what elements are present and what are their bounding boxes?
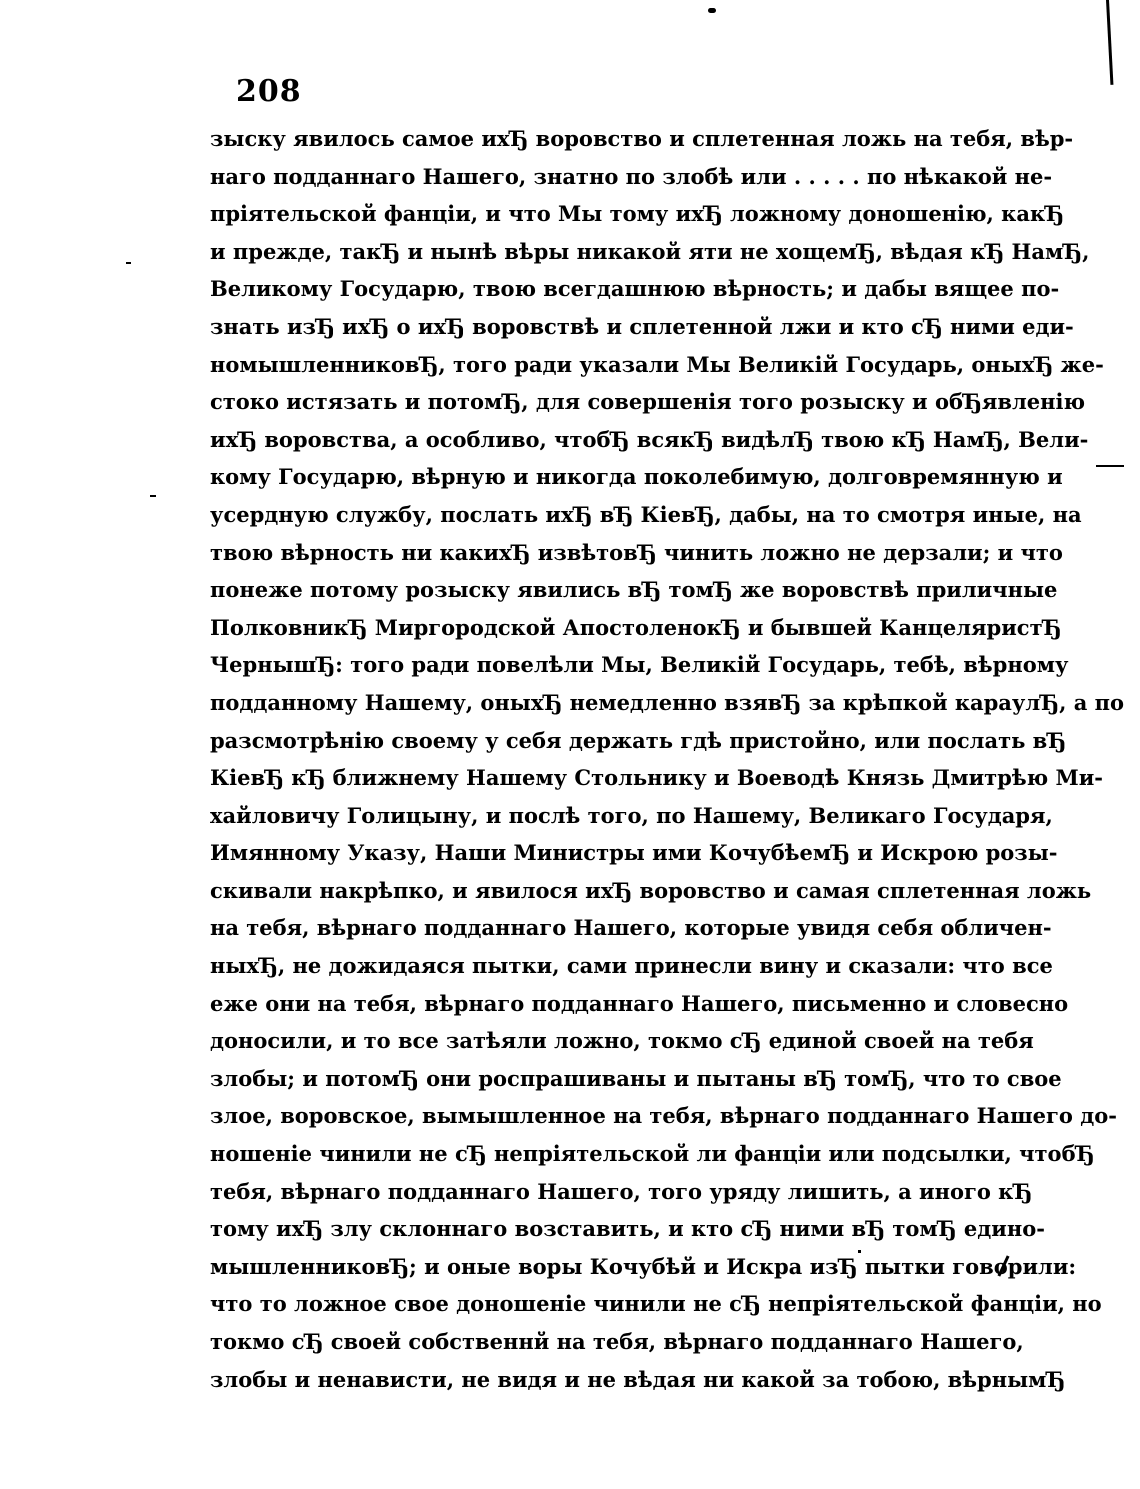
text-line: доносили, и то все затѣяли ложно, токмо сЂ единой своей на тебя: [210, 1028, 1034, 1054]
scan-edge-mark: [1106, 0, 1113, 85]
text-line: усердную службу, послать ихЂ вЂ КіевЂ, дабы, на то смотря иные, на: [210, 501, 1082, 527]
text-line: КіевЂ кЂ ближнему Нашему Стольнику и Воеводѣ Князь Дмитрѣю Ми-: [210, 765, 1103, 791]
text-line: ЧернышЂ: того ради повелѣли Мы, Великій Государь, тебѣ, вѣрному: [210, 652, 1069, 678]
scan-speck: [150, 495, 156, 497]
scan-speck: [126, 262, 131, 264]
text-line: тому ихЂ злу склоннаго возставить, и кто сЂ ними вЂ томЂ едино-: [210, 1216, 1045, 1242]
text-line: ношеніе чинили не сЂ непріятельской ли фанціи или подсылки, чтобЂ: [210, 1141, 1095, 1167]
text-line: и прежде, такЂ и нынѣ вѣры никакой яти не хощемЂ, вѣдая кЂ НамЂ,: [210, 238, 1090, 264]
text-line: зыску явилось самое ихЂ воровство и сплетенная ложь на тебя, вѣр-: [210, 126, 1074, 151]
text-line: ПолковникЂ Миргородской АпостоленокЂ и бывшей КанцеляристЂ: [210, 614, 1062, 640]
text-line: пріятельской фанціи, и что Мы тому ихЂ ложному доношенію, какЂ: [210, 201, 1065, 227]
text-line: твою вѣрность ни какихЂ извѣтовЂ чинить ложно не дерзали; и что: [210, 539, 1063, 565]
text-line: злобы и ненависти, не видя и не вѣдая ни какой за тобою, вѣрнымЂ: [210, 1366, 1066, 1392]
text-line: что то ложное свое доношеніе чинили не сЂ непріятельской фанціи, но: [210, 1291, 1102, 1317]
text-line: знать изЂ ихЂ о ихЂ воровствѣ и сплетенной лжи и кто сЂ ними еди-: [210, 313, 1074, 339]
text-line: токмо сЂ своей собственнй на тебя, вѣрнаго подданнаго Нашего,: [210, 1329, 1024, 1354]
text-line: ихЂ воровства, а особливо, чтобЂ всякЂ видѣлЂ твою кЂ НамЂ, Вели-: [210, 426, 1089, 452]
text-line: наго подданнаго Нашего, знатно по злобѣ или . . . . . по нѣкакой не-: [210, 163, 1053, 189]
text-line: ныхЂ, не дожидаяся пытки, сами принесли вину и сказали: что все: [210, 953, 1053, 979]
text-line: подданному Нашему, оныхЂ немедленно взявЂ за крѣпкой караулЂ, а по: [210, 689, 1125, 715]
text-line: еже они на тебя, вѣрнаго подданнаго Нашего, письменно и словесно: [210, 990, 1069, 1016]
text-line: Великому Государю, твою всегдашнюю вѣрность; и дабы вящее по-: [210, 276, 1060, 302]
body-text: [210, 120, 1125, 1398]
text-line: мышленниковЂ; и оные воры Кочубѣй и Искра изЂ пытки говорили:: [210, 1253, 1077, 1279]
text-line: тебя, вѣрнаго подданнаго Нашего, того уряду лишить, а иного кЂ: [210, 1178, 1033, 1204]
text-line: на тебя, вѣрнаго подданнаго Нашего, которые увидя себя обличен-: [210, 915, 1052, 941]
scan-speck: [1096, 465, 1124, 467]
page-number: 208: [236, 74, 302, 109]
text-line: злое, воровское, вымышленное на тебя, вѣрнаго подданнаго Нашего до-: [210, 1103, 1117, 1129]
text-line: хайловичу Голицыну, и послѣ того, по Нашему, Великаго Государя,: [210, 802, 1053, 828]
text-line: номышленниковЂ, того ради указали Мы Великій Государь, оныхЂ же-: [210, 351, 1104, 377]
text-line: Имянному Указу, Наши Министры ими КочубѣемЂ и Искрою розы-: [210, 840, 1058, 866]
text-line: стоко истязать и потомЂ, для совершенія того розыску и обЂявленію: [210, 389, 1086, 415]
text-line: понеже потому розыску явились вЂ томЂ же воровствѣ приличные: [210, 577, 1058, 603]
text-line: разсмотрѣнію своему у себя держать гдѣ пристойно, или послать вЂ: [210, 727, 1067, 753]
text-line: злобы; и потомЂ они роспрашиваны и пытаны вЂ томЂ, что то свое: [210, 1065, 1062, 1091]
text-line: скивали накрѣпко, и явилося ихЂ воровство и самая сплетенная ложь: [210, 877, 1092, 903]
text-line: кому Государю, вѣрную и никогда поколебимую, долговремянную и: [210, 464, 1063, 490]
scan-speck: [708, 8, 716, 13]
